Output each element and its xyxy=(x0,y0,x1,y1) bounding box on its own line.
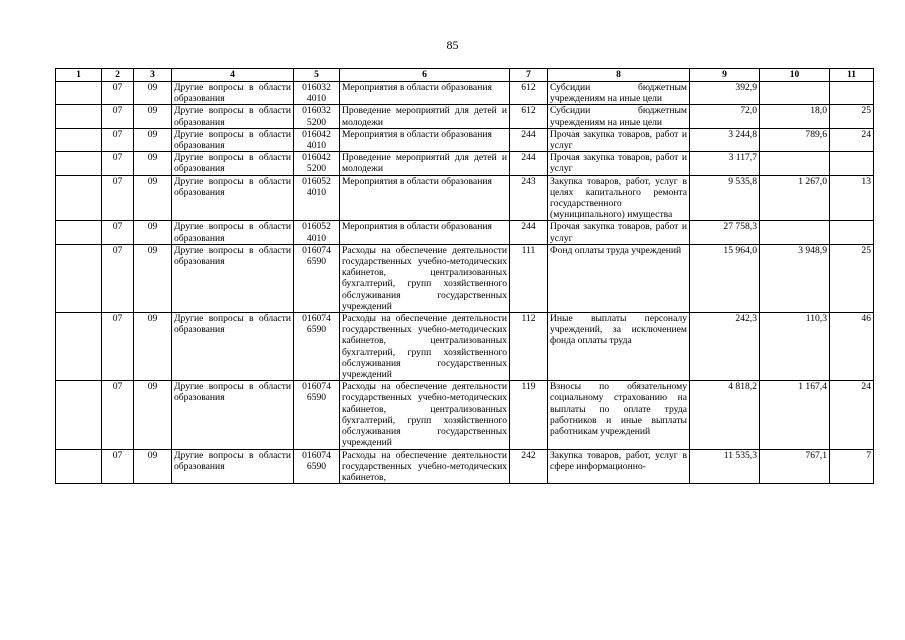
target-article-cell: 016032 5200 xyxy=(294,105,340,128)
table-row xyxy=(56,221,874,244)
row-index-cell xyxy=(56,313,102,381)
article-name-cell: Мероприятия в области образования xyxy=(340,82,510,105)
subsection-name-cell: Другие вопросы в области образования xyxy=(172,313,294,381)
row-index-cell xyxy=(56,244,102,312)
section-code-cell: 07 xyxy=(102,105,134,128)
plan-amount-cell: 9 535,8 xyxy=(690,175,760,221)
expense-type-cell: 612 xyxy=(510,105,548,128)
expense-type-cell: 111 xyxy=(510,244,548,312)
article-name-cell: Мероприятия в области образования xyxy=(340,175,510,221)
executed-amount-cell: 767,1 xyxy=(760,449,830,484)
plan-amount-cell: 11 535,3 xyxy=(690,449,760,484)
expense-type-cell: 244 xyxy=(510,152,548,175)
subsection-name-cell: Другие вопросы в области образования xyxy=(172,105,294,128)
plan-amount-cell: 3 117,7 xyxy=(690,152,760,175)
plan-amount-cell: 15 964,0 xyxy=(690,244,760,312)
column-header: 7 xyxy=(510,69,548,82)
expense-type-name-cell: Фонд оплаты труда учреждений xyxy=(548,244,690,312)
target-article-cell: 016052 4010 xyxy=(294,221,340,244)
row-index-cell xyxy=(56,105,102,128)
plan-amount-cell: 72,0 xyxy=(690,105,760,128)
expense-type-name-cell: Прочая закупка товаров, работ и услуг xyxy=(548,221,690,244)
executed-amount-cell: 18,0 xyxy=(760,105,830,128)
plan-amount-cell: 4 818,2 xyxy=(690,381,760,449)
executed-amount-cell: 1 267,0 xyxy=(760,175,830,221)
section-code-cell: 07 xyxy=(102,381,134,449)
subsection-code-cell: 09 xyxy=(134,105,172,128)
column-header: 4 xyxy=(172,69,294,82)
expense-type-name-cell: Субсидии бюджетным учреждениям на иные цели xyxy=(548,105,690,128)
subsection-code-cell: 09 xyxy=(134,175,172,221)
article-name-cell: Расходы на обеспечение деятельности государственных учебно-методических кабинетов, централизованных бухгалтерий, групп хозяйственного обслуживания государственных учреждений xyxy=(340,244,510,312)
row-index-cell xyxy=(56,175,102,221)
executed-amount-cell: 110,3 xyxy=(760,313,830,381)
subsection-name-cell: Другие вопросы в области образования xyxy=(172,221,294,244)
table-row xyxy=(56,128,874,151)
subsection-code-cell: 09 xyxy=(134,82,172,105)
subsection-code-cell: 09 xyxy=(134,381,172,449)
percent-cell: 7 xyxy=(830,449,874,484)
plan-amount-cell: 27 758,3 xyxy=(690,221,760,244)
column-header: 2 xyxy=(102,69,134,82)
subsection-name-cell: Другие вопросы в области образования xyxy=(172,175,294,221)
section-code-cell: 07 xyxy=(102,244,134,312)
section-code-cell: 07 xyxy=(102,449,134,484)
section-code-cell: 07 xyxy=(102,313,134,381)
column-header: 10 xyxy=(760,69,830,82)
expense-type-name-cell: Прочая закупка товаров, работ и услуг xyxy=(548,152,690,175)
row-index-cell xyxy=(56,449,102,484)
subsection-name-cell: Другие вопросы в области образования xyxy=(172,449,294,484)
percent-cell: 13 xyxy=(830,175,874,221)
target-article-cell: 016042 5200 xyxy=(294,152,340,175)
subsection-code-cell: 09 xyxy=(134,152,172,175)
percent-cell: 25 xyxy=(830,105,874,128)
article-name-cell: Проведение мероприятий для детей и молодежи xyxy=(340,105,510,128)
subsection-name-cell: Другие вопросы в области образования xyxy=(172,381,294,449)
subsection-code-cell: 09 xyxy=(134,128,172,151)
article-name-cell: Расходы на обеспечение деятельности государственных учебно-методических кабинетов, xyxy=(340,449,510,484)
section-code-cell: 07 xyxy=(102,221,134,244)
budget-table xyxy=(55,68,874,484)
percent-cell xyxy=(830,152,874,175)
expense-type-cell: 119 xyxy=(510,381,548,449)
column-header: 11 xyxy=(830,69,874,82)
percent-cell: 24 xyxy=(830,128,874,151)
expense-type-name-cell: Закупка товаров, работ, услуг в целях капитального ремонта государственного (муниципального) имущества xyxy=(548,175,690,221)
executed-amount-cell: 3 948,9 xyxy=(760,244,830,312)
executed-amount-cell xyxy=(760,152,830,175)
table-row xyxy=(56,82,874,105)
page-number: 85 xyxy=(446,38,459,52)
row-index-cell xyxy=(56,221,102,244)
section-code-cell: 07 xyxy=(102,152,134,175)
executed-amount-cell xyxy=(760,82,830,105)
row-index-cell xyxy=(56,128,102,151)
table-row xyxy=(56,313,874,381)
expense-type-cell: 112 xyxy=(510,313,548,381)
section-code-cell: 07 xyxy=(102,82,134,105)
column-header: 8 xyxy=(548,69,690,82)
expense-type-cell: 612 xyxy=(510,82,548,105)
article-name-cell: Мероприятия в области образования xyxy=(340,221,510,244)
row-index-cell xyxy=(56,381,102,449)
target-article-cell: 016032 4010 xyxy=(294,82,340,105)
column-header: 1 xyxy=(56,69,102,82)
target-article-cell: 016074 6590 xyxy=(294,449,340,484)
subsection-code-cell: 09 xyxy=(134,244,172,312)
article-name-cell: Проведение мероприятий для детей и молодежи xyxy=(340,152,510,175)
expense-type-name-cell: Закупка товаров, работ, услуг в сфере информационно- xyxy=(548,449,690,484)
expense-type-name-cell: Иные выплаты персоналу учреждений, за исключением фонда оплаты труда xyxy=(548,313,690,381)
table-row xyxy=(56,105,874,128)
row-index-cell xyxy=(56,82,102,105)
column-header: 5 xyxy=(294,69,340,82)
article-name-cell: Расходы на обеспечение деятельности государственных учебно-методических кабинетов, централизованных бухгалтерий, групп хозяйственного обслуживания государственных учреждений xyxy=(340,381,510,449)
section-code-cell: 07 xyxy=(102,175,134,221)
plan-amount-cell: 242,3 xyxy=(690,313,760,381)
target-article-cell: 016074 6590 xyxy=(294,313,340,381)
executed-amount-cell: 789,6 xyxy=(760,128,830,151)
subsection-code-cell: 09 xyxy=(134,449,172,484)
row-index-cell xyxy=(56,152,102,175)
target-article-cell: 016074 6590 xyxy=(294,244,340,312)
subsection-name-cell: Другие вопросы в области образования xyxy=(172,152,294,175)
table-row xyxy=(56,381,874,449)
column-header: 3 xyxy=(134,69,172,82)
article-name-cell: Расходы на обеспечение деятельности государственных учебно-методических кабинетов, централизованных бухгалтерий, групп хозяйственного обслуживания государственных учреждений xyxy=(340,313,510,381)
subsection-code-cell: 09 xyxy=(134,313,172,381)
table-row xyxy=(56,244,874,312)
expense-type-name-cell: Взносы по обязательному социальному страхованию на выплаты по оплате труда работников и иные выплаты работникам учреждений xyxy=(548,381,690,449)
article-name-cell: Мероприятия в области образования xyxy=(340,128,510,151)
target-article-cell: 016074 6590 xyxy=(294,381,340,449)
target-article-cell: 016052 4010 xyxy=(294,175,340,221)
subsection-name-cell: Другие вопросы в области образования xyxy=(172,244,294,312)
percent-cell: 46 xyxy=(830,313,874,381)
table-row xyxy=(56,175,874,221)
plan-amount-cell: 392,9 xyxy=(690,82,760,105)
executed-amount-cell: 1 167,4 xyxy=(760,381,830,449)
section-code-cell: 07 xyxy=(102,128,134,151)
subsection-name-cell: Другие вопросы в области образования xyxy=(172,82,294,105)
header-row xyxy=(56,69,874,82)
expense-type-cell: 242 xyxy=(510,449,548,484)
expense-type-cell: 243 xyxy=(510,175,548,221)
expense-type-name-cell: Прочая закупка товаров, работ и услуг xyxy=(548,128,690,151)
table-row xyxy=(56,449,874,484)
executed-amount-cell xyxy=(760,221,830,244)
plan-amount-cell: 3 244,8 xyxy=(690,128,760,151)
percent-cell: 25 xyxy=(830,244,874,312)
column-header: 6 xyxy=(340,69,510,82)
percent-cell xyxy=(830,221,874,244)
expense-type-cell: 244 xyxy=(510,221,548,244)
column-header: 9 xyxy=(690,69,760,82)
table-row xyxy=(56,152,874,175)
percent-cell xyxy=(830,82,874,105)
subsection-code-cell: 09 xyxy=(134,221,172,244)
target-article-cell: 016042 4010 xyxy=(294,128,340,151)
percent-cell: 24 xyxy=(830,381,874,449)
expense-type-cell: 244 xyxy=(510,128,548,151)
expense-type-name-cell: Субсидии бюджетным учреждениям на иные цели xyxy=(548,82,690,105)
subsection-name-cell: Другие вопросы в области образования xyxy=(172,128,294,151)
